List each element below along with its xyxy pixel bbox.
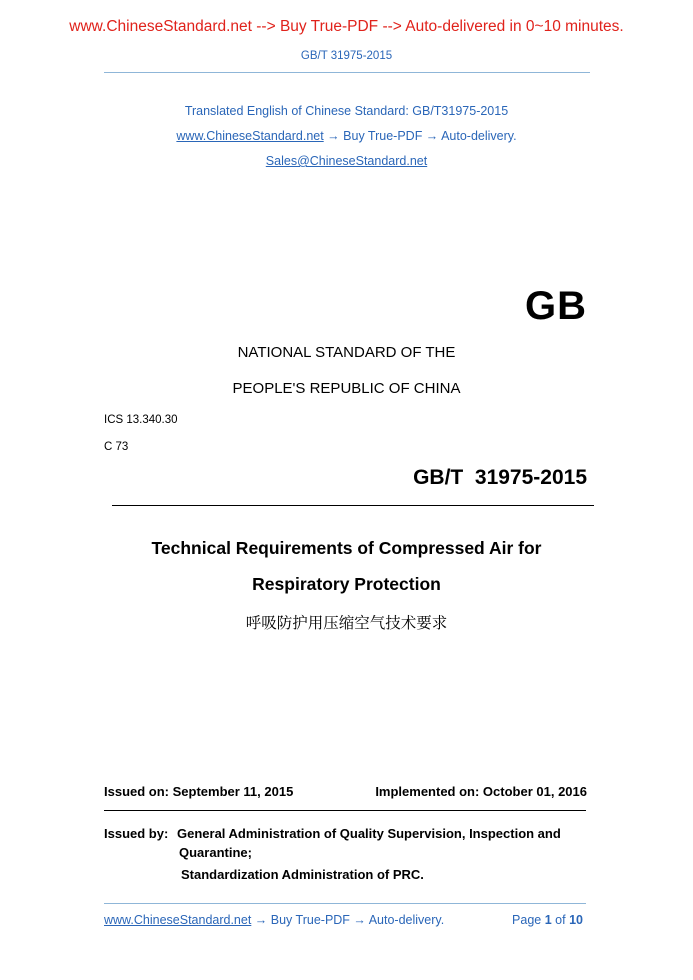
header-standard-code: GB/T 31975-2015 <box>300 50 393 62</box>
page-indicator <box>512 913 583 927</box>
header-divider <box>104 72 590 73</box>
ccs-code: C 73 <box>104 441 129 453</box>
footer-divider <box>104 903 586 904</box>
title-chinese: 呼吸防护用压缩空气技术要求 <box>245 615 448 632</box>
email-link[interactable]: Sales@ChineseStandard.net <box>265 154 428 168</box>
title-line-2: Respiratory Protection <box>252 574 441 594</box>
title-divider <box>112 505 594 506</box>
title-line-1: Technical Requirements of Compressed Air for <box>151 538 542 558</box>
gb-mark: GB <box>525 284 587 328</box>
ics-code: ICS 13.340.30 <box>104 414 178 426</box>
issued-on: Issued on: September 11, 2015 <box>104 784 294 799</box>
delivery-line <box>0 129 693 143</box>
national-standard-line1: NATIONAL STANDARD OF THE <box>237 344 456 361</box>
of-label: of <box>555 913 566 927</box>
site-link[interactable]: www.ChineseStandard.net <box>176 129 324 143</box>
implemented-on: Implemented on: October 01, 2016 <box>375 784 587 799</box>
delivery-text: → Buy True-PDF → Auto-delivery. <box>323 129 517 143</box>
email-line <box>0 154 693 168</box>
standard-number: GB/T 31975-2015 <box>413 466 587 489</box>
promo-banner: www.ChineseStandard.net --> Buy True-PDF --> Auto-delivered in 0~10 minutes. <box>69 18 624 35</box>
translation-note: Translated English of Chinese Standard: GB/T31975-2015 <box>184 104 509 118</box>
issued-by-authority-2: Standardization Administration of PRC. <box>181 867 424 882</box>
page-number: 1 <box>544 913 552 927</box>
footer-delivery-text: → Buy True-PDF → Auto-delivery. <box>251 913 445 927</box>
footer-site-link[interactable]: www.ChineseStandard.net <box>104 913 252 927</box>
page-label: Page <box>512 913 542 927</box>
issued-by-authority-1: General Administration of Quality Supervision, Inspection and <box>177 826 561 841</box>
issued-by-authority-1-cont: Quarantine; <box>179 845 252 860</box>
footer-delivery-line <box>104 913 444 927</box>
issued-by-label: Issued by: <box>104 826 169 841</box>
national-standard-line2: PEOPLE'S REPUBLIC OF CHINA <box>232 380 461 397</box>
page-total: 10 <box>569 913 583 927</box>
issue-divider <box>104 810 586 811</box>
